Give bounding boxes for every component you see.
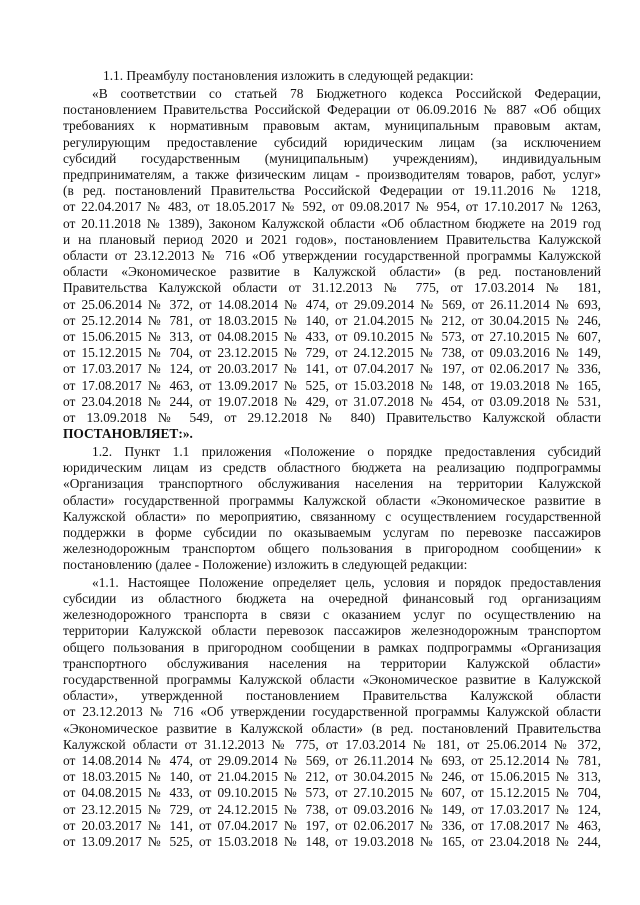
text-line: от 23.12.2013 № 716 «Об утверждении государственной программы Калужской области: [63, 704, 601, 719]
text-line: от 20.11.2018 № 1389), Законом Калужской области «Об областном бюджете на 2019 год: [63, 216, 601, 231]
decree-word: ПОСТАНОВЛЯЕТ:».: [63, 426, 193, 441]
text-line: от 23.04.2018 № 244, от 19.07.2018 № 429, от 31.07.2018 № 454, от 03.09.2018 № 531,: [63, 394, 601, 409]
text-line: области» государственной программы Калужской области «Экономическое развитие в: [63, 493, 601, 508]
text-line: железнодорожным транспортом общего пользования в пригородном сообщении» к: [63, 541, 601, 556]
text-line: от 25.06.2014 № 372, от 14.08.2014 № 474, от 29.09.2014 № 569, от 26.11.2014 № 693,: [63, 297, 601, 312]
text-line: от 17.03.2017 № 124, от 20.03.2017 № 141, от 07.04.2017 № 197, от 02.06.2017 № 336,: [63, 361, 601, 376]
text-line: Калужской области от 31.12.2013 № 775, от 17.03.2014 № 181, от 25.06.2014 № 372,: [63, 737, 601, 752]
text-line: постановлением Правительства Российской Федерации от 06.09.2016 № 887 «Об общих: [63, 102, 601, 117]
text-line: области», утвержденной постановлением Правительства Калужской области: [63, 688, 601, 703]
text-line: области от 23.12.2013 № 716 «Об утверждении государственной программы Калужской: [63, 248, 601, 263]
text-line: предпринимателям, а также физическим лицам - производителям товаров, работ, услуг»: [63, 167, 601, 182]
text-line: общего пользования в пригородном сообщении в рамках подпрограммы «Организация: [63, 640, 601, 655]
text-line: территории Калужской области перевозок пассажиров железнодорожным транспортом: [63, 623, 601, 638]
text-line: от 18.03.2015 № 140, от 21.04.2015 № 212, от 30.04.2015 № 246, от 15.06.2015 № 313,: [63, 769, 601, 784]
text-line: от 15.06.2015 № 313, от 04.08.2015 № 433, от 09.10.2015 № 573, от 27.10.2015 № 607,: [63, 329, 601, 344]
text-line: «В соответствии со статьей 78 Бюджетного кодекса Российской Федерации,: [92, 86, 601, 101]
text-line: области «Экономическое развитие в Калужской области» (в ред. постановлений: [63, 264, 601, 279]
clause-1-1-heading: 1.1. Преамбулу постановления изложить в следующей редакции:: [103, 68, 474, 83]
text-line: от 15.12.2015 № 704, от 23.12.2015 № 729, от 24.12.2015 № 738, от 09.03.2016 № 149,: [63, 345, 601, 360]
text-line: Калужской области» по мероприятию, связанному с осуществлением государственной: [63, 509, 601, 524]
text-line: постановлению (далее - Положение) изложить в следующей редакции:: [63, 557, 468, 572]
text-line: от 17.08.2017 № 463, от 13.09.2017 № 525, от 15.03.2018 № 148, от 19.03.2018 № 165,: [63, 378, 601, 393]
text-line: от 14.08.2014 № 474, от 29.09.2014 № 569, от 26.11.2014 № 693, от 25.12.2014 № 781,: [63, 753, 601, 768]
clause-1-1-new-heading: «1.1. Настоящее Положение определяет цель, условия и порядок предоставления: [92, 575, 601, 590]
text-line: от 23.12.2015 № 729, от 24.12.2015 № 738, от 09.03.2016 № 149, от 17.03.2017 № 124,: [63, 802, 601, 817]
clause-1-2-heading: 1.2. Пункт 1.1 приложения «Положение о порядке предоставления субсидий: [92, 444, 601, 459]
text-line: от 13.09.2017 № 525, от 15.03.2018 № 148, от 19.03.2018 № 165, от 23.04.2018 № 244,: [63, 834, 601, 849]
text-line: транспортного обслуживания населения на территории Калужской области»: [63, 656, 601, 671]
text-line: от 13.09.2018 № 549, от 29.12.2018 № 840) Правительство Калужской области: [63, 410, 601, 425]
text-line: железнодорожного транспорта в связи с оказанием услуг по осуществлению на: [63, 607, 601, 622]
text-line: от 20.03.2017 № 141, от 07.04.2017 № 197, от 02.06.2017 № 336, от 17.08.2017 № 463,: [63, 818, 601, 833]
text-line: от 22.04.2017 № 483, от 18.05.2017 № 592, от 09.08.2017 № 954, от 17.10.2017 № 1263,: [63, 199, 601, 214]
text-line: от 25.12.2014 № 781, от 18.03.2015 № 140, от 21.04.2015 № 212, от 30.04.2015 № 246,: [63, 313, 601, 328]
text-line: от 04.08.2015 № 433, от 09.10.2015 № 573, от 27.10.2015 № 607, от 15.12.2015 № 704,: [63, 785, 601, 800]
text-line: поддержки в форме субсидии по оказываемым услугам по перевозке пассажиров: [63, 525, 601, 540]
text-line-bold: [63, 426, 601, 442]
text-line: государственной программы Калужской области «Экономическое развитие в Калужской: [63, 672, 601, 687]
text-line: (в ред. постановлений Правительства Российской Федерации от 19.11.2016 № 1218,: [63, 183, 601, 198]
text-line: регулирующим предоставление субсидий юридическим лицам (за исключением: [63, 135, 601, 150]
text-line: субсидий государственным (муниципальным) учреждениям), индивидуальным: [63, 151, 601, 166]
text-line: Правительства Калужской области от 31.12.2013 № 775, от 17.03.2014 № 181,: [63, 280, 601, 295]
text-line: субсидии из областного бюджета на очередной финансовый год организациям: [63, 591, 601, 606]
text-line: требованиях к нормативным правовым актам, муниципальным правовым актам,: [63, 118, 601, 133]
text-line: и на плановый период 2020 и 2021 годов», постановлением Правительства Калужской: [63, 232, 601, 247]
text-line: «Организация транспортного обслуживания населения на территории Калужской: [63, 476, 601, 491]
text-line: юридическим лицам из средств областного бюджета на реализацию подпрограммы: [63, 460, 601, 475]
text-line: «Экономическое развитие в Калужской области» (в ред. постановлений Правительства: [63, 721, 601, 736]
